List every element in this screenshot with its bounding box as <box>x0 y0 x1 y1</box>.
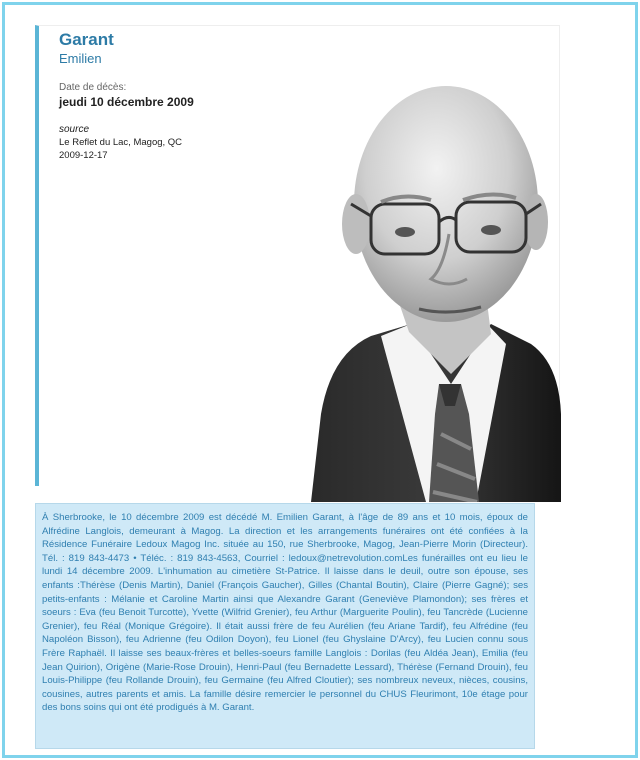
first-name-subtitle: Emilien <box>59 51 102 66</box>
obituary-header-card <box>35 25 560 486</box>
death-date-value: jeudi 10 décembre 2009 <box>59 95 194 109</box>
source-date: 2009-12-17 <box>59 150 108 161</box>
portrait-photo <box>301 54 561 502</box>
source-label: source <box>59 124 90 135</box>
obituary-text: À Sherbrooke, le 10 décembre 2009 est décédé M. Emilien Garant, à l'âge de 89 ans et 10 mois, époux de Alfrédine Langlois, demeurant à Magog. La direction et les arrangements funéraires ont été confiées à la Résidence Funéraire Ledoux Magog Inc. située au 150, rue Sherbrooke, Magog, Jean-Pierre Morin (Directeur). Tél. : 819 843-4473 • Téléc. : 819 843-4563, Courriel : ledoux@netrevolution.comLes funérailles ont eu lieu le lundi 14 décembre 2009. L'inhumation au cimetière St-Patrice. Il laisse dans le deuil, outre son épouse, ses enfants :Thérèse (Denis Martin), Daniel (François Gaucher), Gilles (Chantal Boutin), Claire (Pierre Gagné); ses petits-enfants : Mélanie et Caroline Martin ainsi que Alexandre Garant (Geneviève Plamondon); ses frères et soeurs : Eva (feu Benoit Turcotte), Yvette (Wilfrid Grenier), feu Arthur (Marguerite Poulin), feu Tancrède (Lucienne Grenier), feu Réal (Monique Grégoire). Il était aussi frère de feu Aurélien (feu Ariane Tardif), feu Alfrédine (feu Napoléon Bisson), feu Adrienne (feu Odilon Doyon), feu Lionel (feu Ghyslaine D'Arcy), feu Lucien connu sous Frère Raphaël. Il laisse ses beaux-frères et belles-soeurs famille Langlois : Dorilas (feu Aldéa Jean), Emilia (feu Jean Quirion), Origène (Marie-Rose Drouin), Henri-Paul (feu Bernadette Lessard), Thérèse (Fernand Drouin), feu Louis-Philippe (feu Rollande Drouin), feu Germaine (feu Alfred Cloutier); ses nombreux neveux, nièces, cousins, cousines, autres parents et amis. La famille désire remercier le personnel du CHUS Fleurimont, 10e étage pour des bons soins qui ont été prodigués à M. Garant. <box>35 503 535 749</box>
source-publication: Le Reflet du Lac, Magog, QC <box>59 137 183 148</box>
last-name-title: Garant <box>59 30 114 49</box>
page-frame <box>2 2 638 758</box>
death-date-label: Date de décès: <box>59 82 127 93</box>
